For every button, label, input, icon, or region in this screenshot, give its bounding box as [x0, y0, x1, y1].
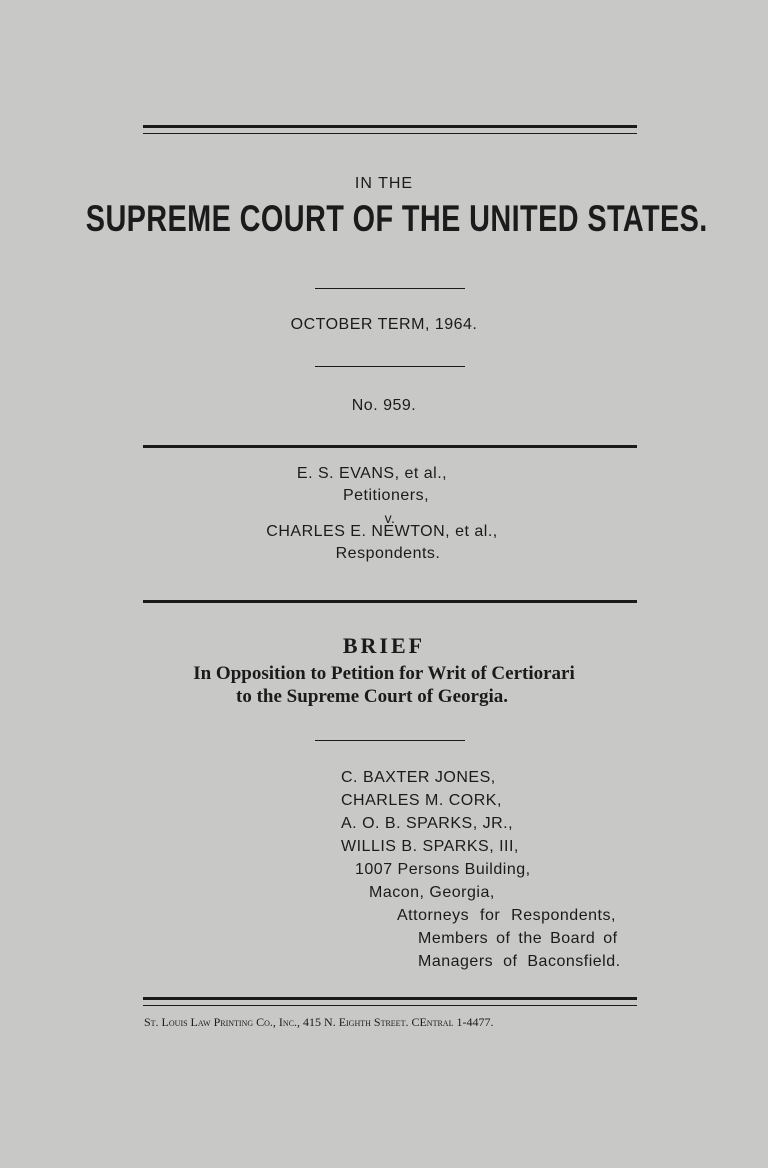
term-label: OCTOBER TERM, 1964.: [290, 316, 478, 333]
rule-above-parties: [143, 445, 637, 448]
attorney-address-2: Macon, Georgia,: [369, 884, 495, 901]
petitioners-name: E. S. EVANS, et al.,: [296, 465, 448, 482]
brief-title: BRIEF: [342, 633, 426, 658]
divider-short-3: [315, 740, 465, 741]
petitioners-role: Petitioners,: [342, 487, 430, 504]
divider-short-1: [315, 288, 465, 289]
brief-subtitle-line-1: In Opposition to Petition for Writ of Certiorari: [193, 663, 575, 684]
attorney-name-1: C. BAXTER JONES,: [341, 769, 496, 786]
attorney-name-3: A. O. B. SPARKS, JR.,: [341, 815, 514, 832]
brief-subtitle-line-2: to the Supreme Court of Georgia.: [236, 686, 508, 707]
court-title: SUPREME COURT OF THE UNITED STATES.: [85, 198, 708, 239]
bottom-double-rule: [143, 997, 637, 1006]
attorney-role-1: Attorneys for Respondents,: [397, 907, 616, 924]
rule-below-parties: [143, 600, 637, 603]
attorney-name-2: CHARLES M. CORK,: [341, 792, 502, 809]
attorney-address-1: 1007 Persons Building,: [355, 861, 531, 878]
printer-imprint: St. Louis Law Printing Co., Inc., 415 N. Eighth Street. CEntral 1-4477.: [144, 1015, 494, 1029]
top-double-rule: [143, 125, 637, 134]
attorney-role-2: Members of the Board of: [418, 930, 618, 947]
attorney-name-4: WILLIS B. SPARKS, III,: [341, 838, 519, 855]
respondents-name: CHARLES E. NEWTON, et al.,: [266, 523, 498, 540]
attorney-role-3: Managers of Baconsfield.: [418, 953, 621, 970]
respondents-role: Respondents.: [335, 545, 441, 562]
in-the-label: IN THE: [354, 175, 414, 192]
versus-label: v.: [384, 510, 396, 526]
divider-short-2: [315, 366, 465, 367]
case-number: No. 959.: [351, 397, 417, 414]
